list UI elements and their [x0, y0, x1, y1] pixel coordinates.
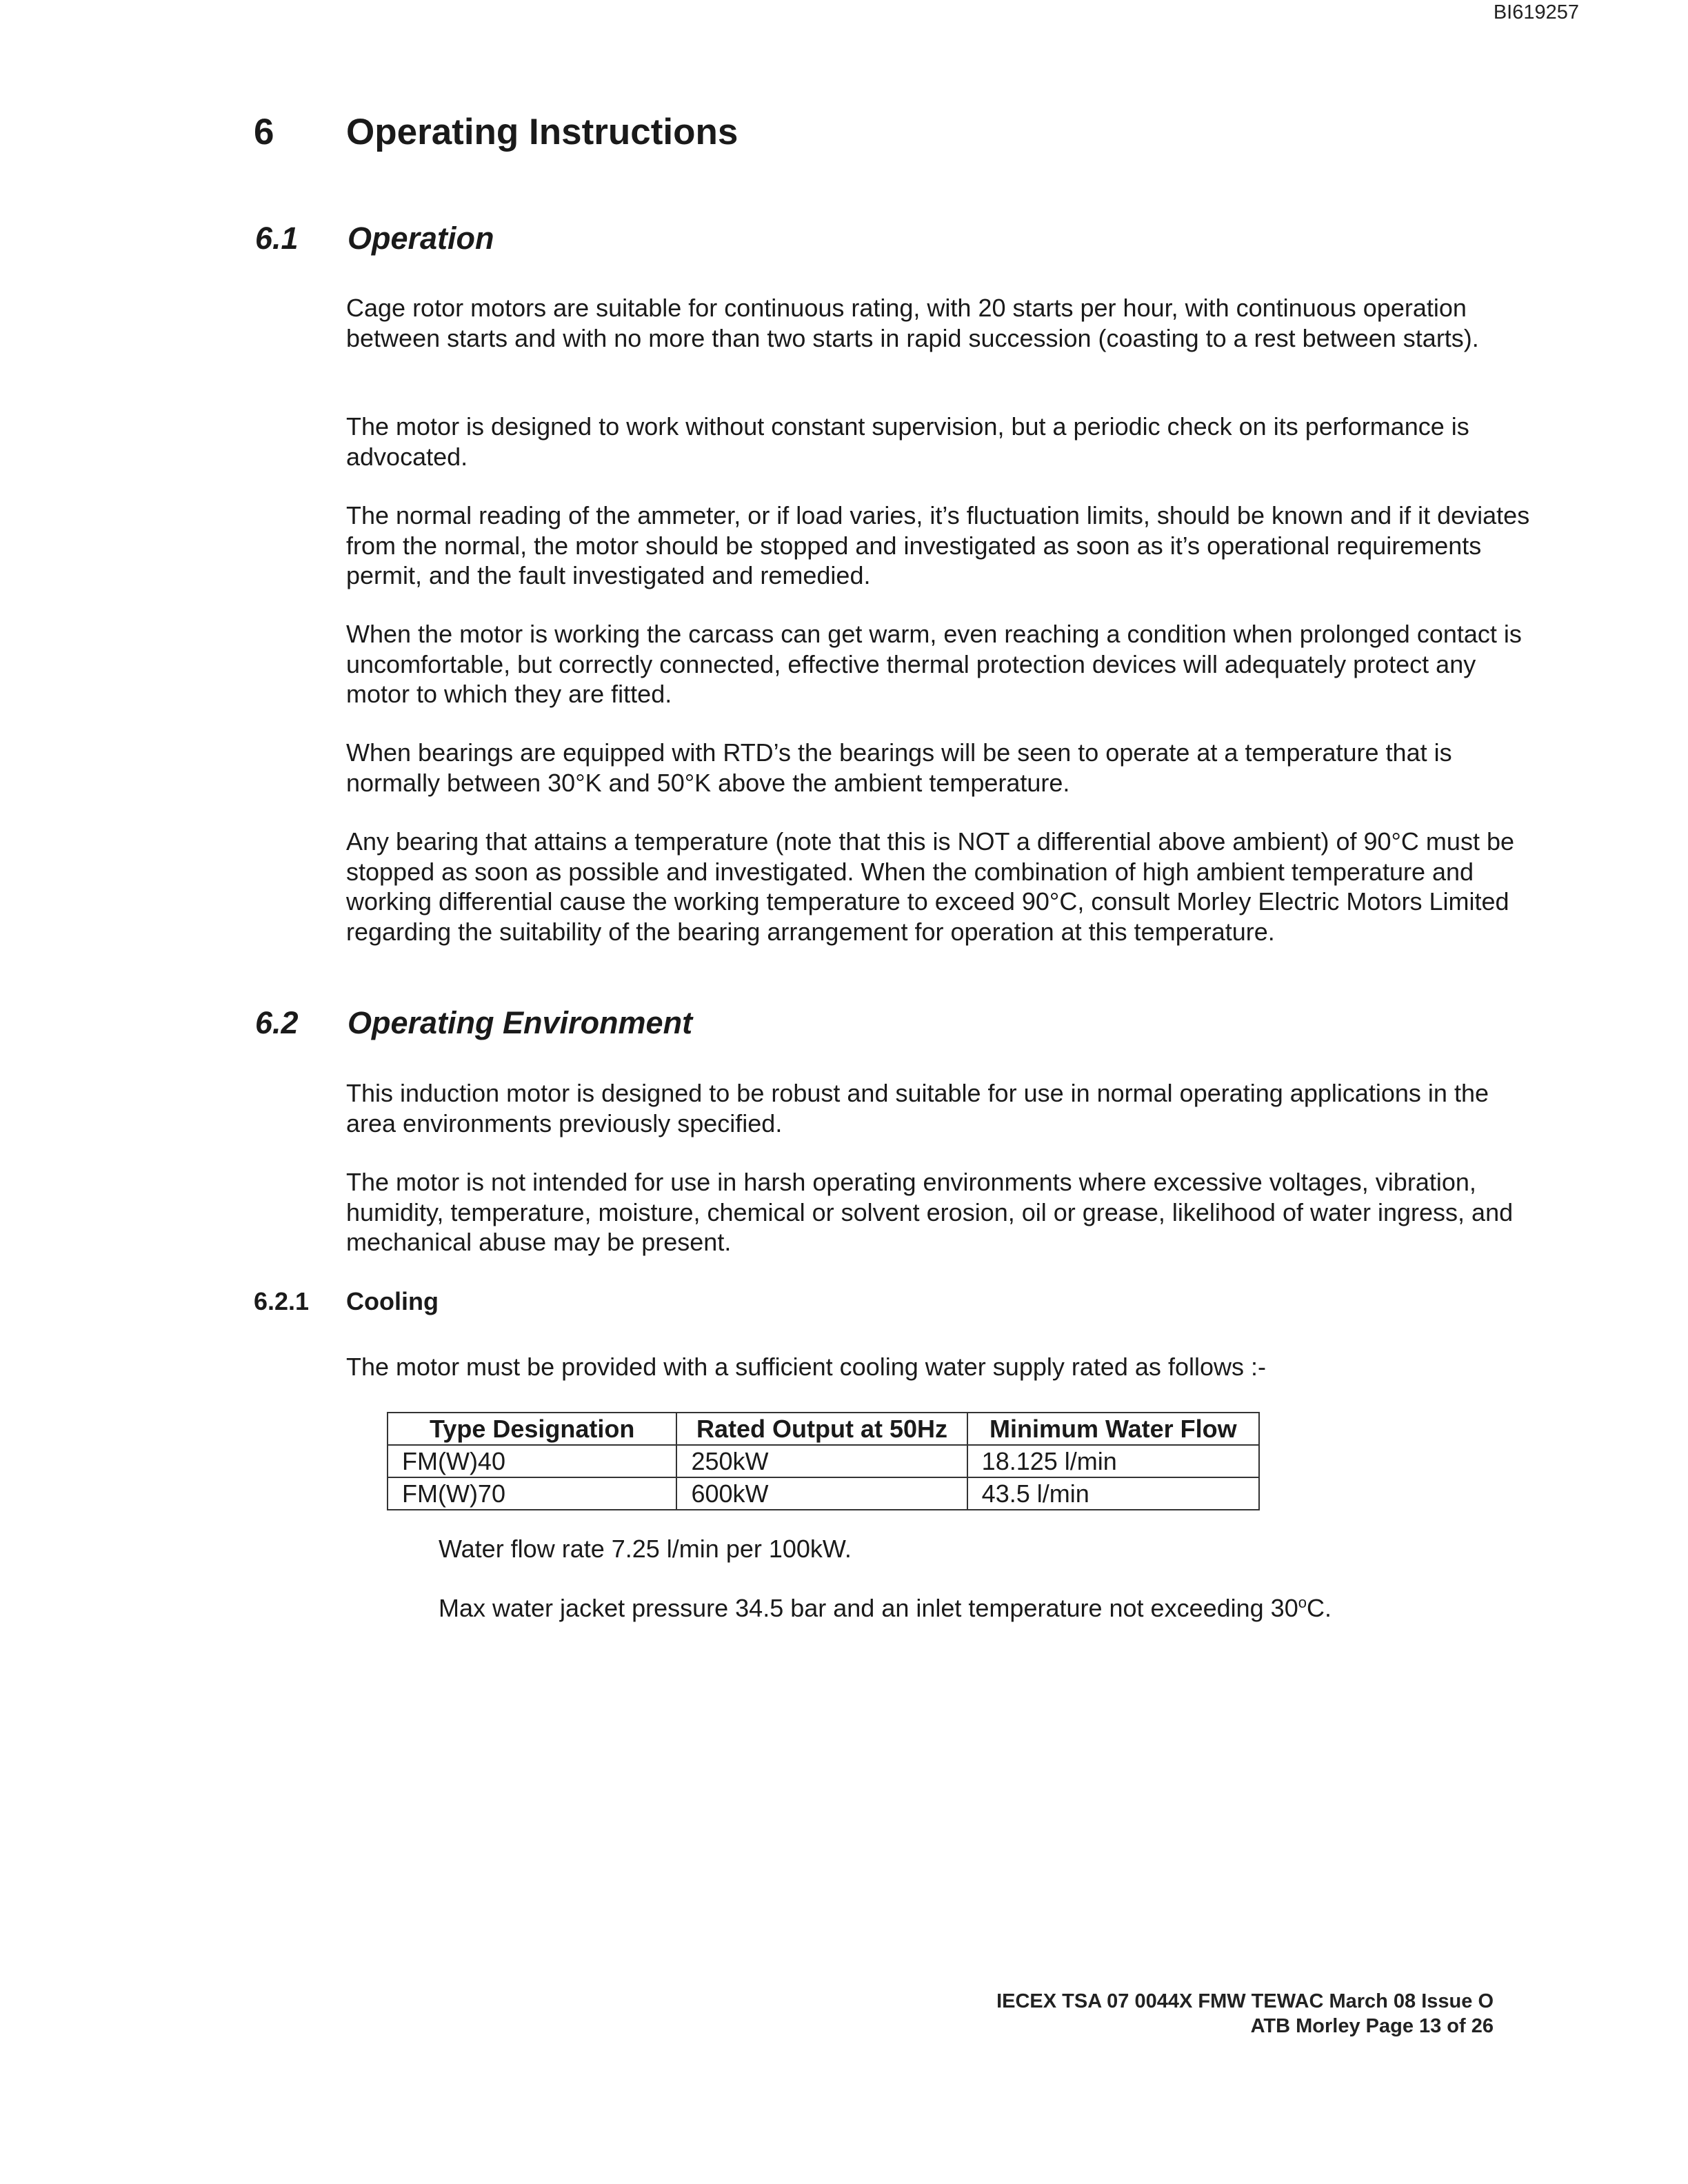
subsubsection-number-cooling: 6.2.1 [254, 1287, 310, 1315]
paragraph-cooling-intro: The motor must be provided with a sufficient cooling water supply rated as follows :- [346, 1353, 1266, 1381]
pressure-note-text: Max water jacket pressure 34.5 bar and an inlet temperature not exceeding 30 [439, 1594, 1298, 1622]
paragraph-continuous-rating: Cage rotor motors are suitable for continuous rating, with 20 starts per hour, with continuous operation between starts and with no more than two starts in rapid succession (coasting to a rest between starts). [346, 294, 1479, 352]
section-number: 6 [254, 112, 274, 152]
pressure-note [439, 1593, 1332, 1624]
document-id: BI619257 [1493, 1, 1579, 23]
subsection-title-environment: Operating Environment [348, 1005, 693, 1040]
cooling-table [387, 1412, 1260, 1510]
subsection-number-operation: 6.1 [255, 221, 299, 256]
header-minimum-water-flow: Minimum Water Flow [967, 1413, 1259, 1445]
section-title: Operating Instructions [346, 112, 738, 152]
subsection-number-environment: 6.2 [255, 1005, 299, 1040]
paragraph-robust-motor: This induction motor is designed to be robust and suitable for use in normal operating applications in the area environments previously specified. [346, 1079, 1489, 1138]
table-row [388, 1445, 1259, 1477]
header-type-designation: Type Designation [388, 1413, 676, 1445]
cell-water-flow: 18.125 l/min [967, 1445, 1259, 1477]
paragraph-bearing-temperature: Any bearing that attains a temperature (note that this is NOT a differential above ambient) of 90°C must be stopped as soon as possible and investigated. When the combination of high ambient temperature and working differential cause the working temperature to exceed 90°C, consult Morley Electric Motors Limited regarding the suitability of the bearing arrangement for operation at this temperature. [346, 827, 1514, 946]
cell-output: 600kW [676, 1477, 967, 1510]
pressure-note-unit: C. [1306, 1594, 1332, 1622]
paragraph-supervision: The motor is designed to work without constant supervision, but a periodic check on its performance is advocated. [346, 412, 1469, 471]
footer-certificate-line: IECEX TSA 07 0044X FMW TEWAC March 08 Issue O [996, 1990, 1494, 2012]
cell-type: FM(W)70 [388, 1477, 676, 1510]
flow-rate-note: Water flow rate 7.25 l/min per 100kW. [439, 1535, 852, 1563]
paragraph-carcass-warm: When the motor is working the carcass can get warm, even reaching a condition when prolonged contact is uncomfortable, but correctly connected, effective thermal protection devices will adequately protect any motor to which they are fitted. [346, 620, 1522, 708]
cell-output: 250kW [676, 1445, 967, 1477]
subsubsection-title-cooling: Cooling [346, 1287, 439, 1315]
cell-water-flow: 43.5 l/min [967, 1477, 1259, 1510]
subsection-title-operation: Operation [348, 221, 494, 256]
header-rated-output: Rated Output at 50Hz [676, 1413, 967, 1445]
cell-type: FM(W)40 [388, 1445, 676, 1477]
paragraph-ammeter: The normal reading of the ammeter, or if load varies, it’s fluctuation limits, should be known and if it deviates from the normal, the motor should be stopped and investigated as soon as it’s operational requirements permit, and the fault investigated and remedied. [346, 501, 1530, 589]
table-header-row [388, 1413, 1259, 1445]
footer-page-number: ATB Morley Page 13 of 26 [1250, 2015, 1494, 2037]
table-row [388, 1477, 1259, 1510]
paragraph-rtd-bearings: When bearings are equipped with RTD’s the bearings will be seen to operate at a temperature that is normally between 30°K and 50°K above the ambient temperature. [346, 738, 1452, 797]
degree-superscript: o [1298, 1594, 1307, 1611]
paragraph-harsh-environments: The motor is not intended for use in harsh operating environments where excessive voltages, vibration, humidity, temperature, moisture, chemical or solvent erosion, oil or grease, likelihood of water ingress, and mechanical abuse may be present. [346, 1168, 1514, 1256]
